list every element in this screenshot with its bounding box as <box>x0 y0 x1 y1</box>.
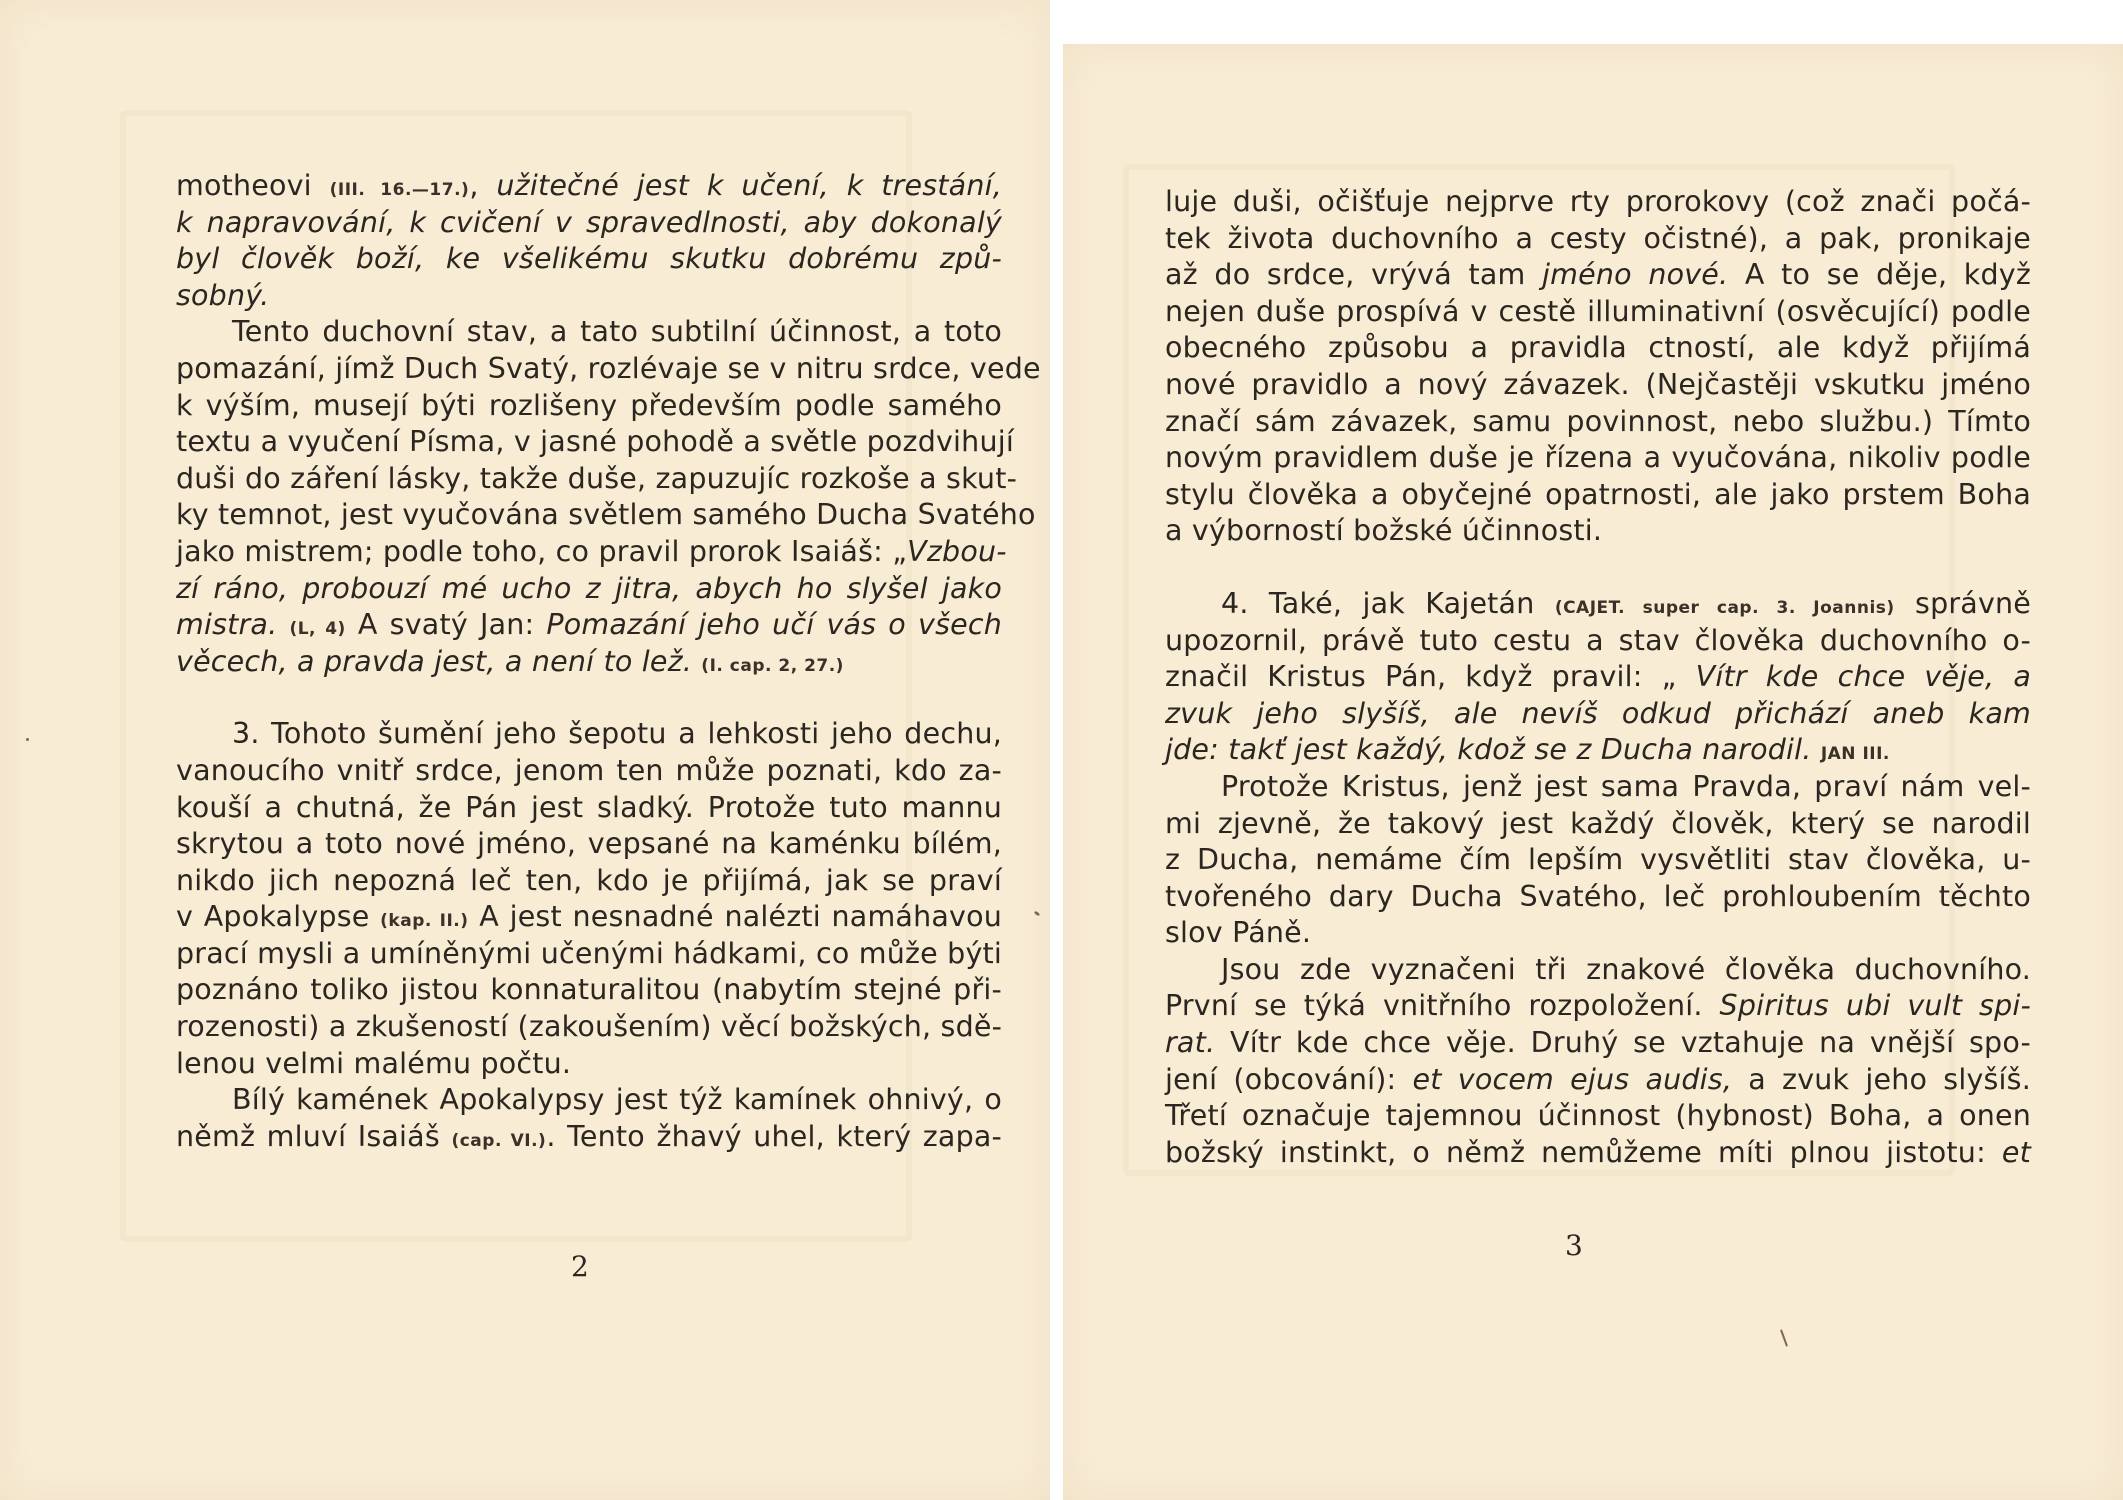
text-line: byl člověk boží, ke všelikému skutku dobrému způ- <box>176 242 1002 276</box>
text-line: značí sám závazek, samu povinnost, nebo službu.) Tímto <box>1165 404 2031 438</box>
text-line: nikdo jich nepozná leč ten, kdo je přijímá, jak se praví <box>176 863 1002 897</box>
page-number: 3 <box>1565 1229 1583 1262</box>
text-line: němž mluví Isaiáš (cap. VI.). Tento žhavý uhel, který zapa- <box>176 1119 1003 1153</box>
text-line: tvořeného dary Ducha Svatého, leč prohloubením těchto <box>1165 879 2031 913</box>
text-line: duši do záření lásky, takže duše, zapuzujíc rozkoše a skut- <box>176 461 1018 495</box>
text-line: zvuk jeho slyšíš, ale nevíš odkud přichází aneb kam <box>1165 696 2031 730</box>
text-line: stylu člověka a obyčejné opatrnosti, ale jako prstem Boha <box>1165 477 2031 511</box>
text-line: 3. Tohoto šumění jeho šepotu a lehkosti jeho dechu, <box>232 717 1002 751</box>
paper-speck <box>1034 911 1041 917</box>
text-line: k výším, musejí býti rozlišeny především podle samého <box>176 388 1002 422</box>
text-line: Bílý kamének Apokalypsy jest týž kamínek ohnivý, o <box>232 1083 1002 1117</box>
text-line: slov Páně. <box>1165 916 1312 950</box>
text-line: jde: takť jest každý, kdož se z Ducha narodil. JAN III. <box>1165 733 1890 767</box>
text-line: ky temnot, jest vyučována světlem samého Ducha Svatého <box>176 498 1036 532</box>
text-line: Protože Kristus, jenž jest sama Pravda, praví nám vel- <box>1221 769 2031 803</box>
text-line: značil Kristus Pán, když pravil: „ Vítr kde chce věje, a <box>1165 660 2032 694</box>
text-line: až do srdce, vrývá tam jméno nové. A to se děje, když <box>1165 258 2031 292</box>
left-page-text <box>176 168 1041 1155</box>
text-line: nové pravidlo a nový závazek. (Nejčastěji vskutku jméno <box>1165 367 2031 401</box>
text-line: sobný. <box>176 278 270 312</box>
text-line: upozornil, právě tuto cestu a stav člověka duchovního o- <box>1165 623 2031 657</box>
text-line: luje duši, očišťuje nejprve rty prorokovy (což znači počá- <box>1165 185 2031 218</box>
text-line: mistra. (L, 4) A svatý Jan: Pomazání jeho učí vás o všech <box>176 608 1002 642</box>
text-line: vanoucího vnitř srdce, jenom ten může poznati, kdo za- <box>176 753 1002 787</box>
text-line: novým pravidlem duše je řízena a vyučována, nikoliv podle <box>1165 441 2031 475</box>
text-line: jení (obcování): et vocem ejus audis, a zvuk jeho slyšíš. <box>1165 1062 2031 1096</box>
text-line: Jsou zde vyznačeni tři znakové člověka duchovního. <box>1221 952 2031 986</box>
right-page-text <box>1165 184 2031 1171</box>
text-line: textu a vyučení Písma, v jasné pohodě a světle pozdvihují <box>176 425 1014 459</box>
text-line: božský instinkt, o němž nemůžeme míti plnou jistotu: et <box>1165 1135 2031 1169</box>
left-page <box>0 0 1050 1500</box>
text-line: 4. Také, jak Kajetán (CAJET. super cap. 3. Joannis) správně <box>1221 586 2032 620</box>
text-line: rozenosti) a zkušeností (zakoušením) věcí božských, sdě- <box>176 1010 1003 1044</box>
text-line: věcech, a pravda jest, a není to lež. (I. cap. 2, 27.) <box>176 644 844 678</box>
text-line: První se týká vnitřního rozpoložení. Spiritus ubi vult spi- <box>1165 989 2031 1023</box>
text-line: v Apokalypse (kap. II.) A jest nesnadné nalézti namáhavou <box>176 900 1002 934</box>
text-line: poznáno toliko jistou konnaturalitou (nabytím stejné při- <box>176 973 1002 1007</box>
page-number: 2 <box>571 1250 589 1283</box>
text-line: Třetí označuje tajemnou účinnost (hybnost) Boha, a onen <box>1165 1099 2031 1133</box>
text-line: nejen duše prospívá v cestě illuminativní (osvěcující) podle <box>1165 294 2031 328</box>
text-line: jako mistrem; podle toho, co pravil prorok Isaiáš: „Vzbou- <box>176 534 1007 568</box>
text-line: mi zjevně, že takový jest každý člověk, který se narodil <box>1165 806 2031 840</box>
text-line: obecného způsobu a pravidla ctností, ale když přijímá <box>1165 331 2031 365</box>
paper-speck <box>26 738 29 741</box>
text-line: Tento duchovní stav, a tato subtilní účinnost, a toto <box>232 315 1002 349</box>
text-line: motheovi (III. 16.—17.), užitečné jest k učení, k trestání, <box>176 169 1002 202</box>
text-line: zí ráno, probouzí mé ucho z jitra, abych ho slyšel jako <box>176 571 1002 605</box>
paper-speck <box>1780 1329 1788 1347</box>
text-line: kouší a chutná, že Pán jest sladký. Protože tuto mannu <box>176 790 1002 824</box>
text-line: tek života duchovního a cesty očistné), a pak, pronikaje <box>1165 221 2031 255</box>
text-line: pomazání, jímž Duch Svatý, rozlévaje se v nitru srdce, vede <box>176 351 1041 385</box>
text-line: z Ducha, nemáme čím lepším vysvětliti stav člověka, u- <box>1165 843 2031 877</box>
text-line: prací mysli a umíněnými učenými hádkami, co může býti <box>176 936 1002 970</box>
text-line: skrytou a toto nové jméno, vepsané na kaménku bílém, <box>176 827 1002 861</box>
text-line: k napravování, k cvičení v spravedlnosti, aby dokonalý <box>176 205 1002 239</box>
text-line: a výborností božské účinnosti. <box>1165 514 1603 548</box>
text-line: rat. Vítr kde chce věje. Druhý se vztahuje na vnější spo- <box>1165 1026 2031 1060</box>
right-page <box>1063 44 2123 1500</box>
text-line: lenou velmi malému počtu. <box>176 1046 572 1080</box>
